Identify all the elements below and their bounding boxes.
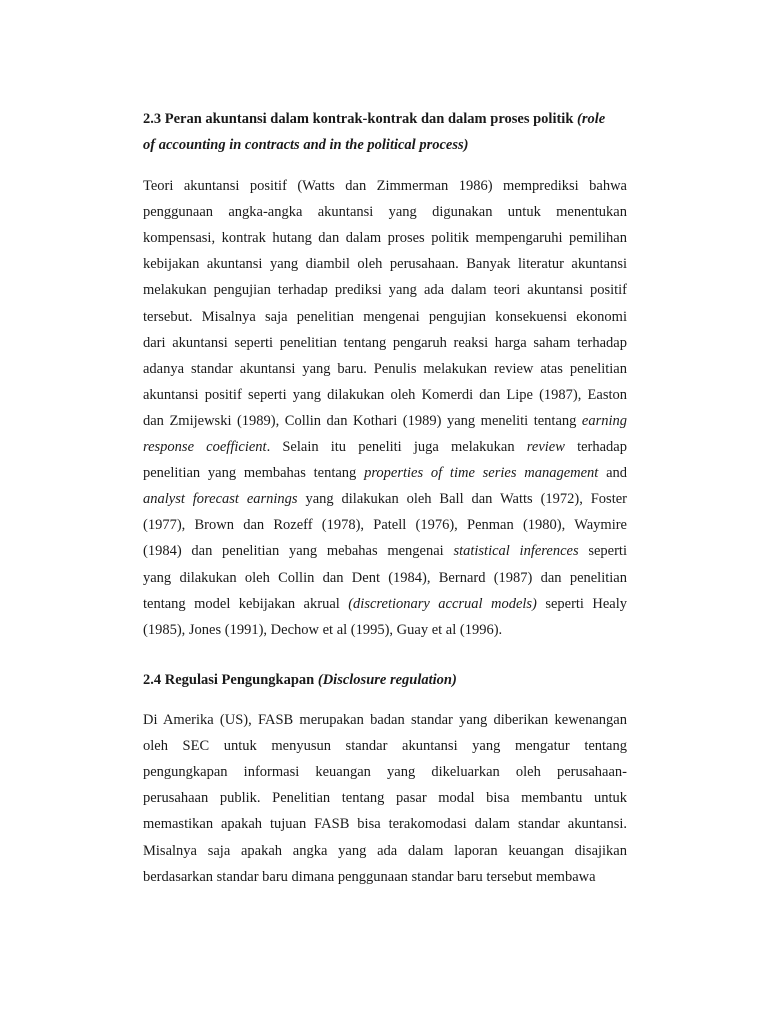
paragraph-line <box>143 762 627 782</box>
body-text: penggunaan angka-angka akuntansi yang digunakan untuk menentukan <box>143 204 627 221</box>
paragraph-line <box>143 280 627 300</box>
italic-text: review <box>526 439 565 455</box>
italic-text: response coefficient <box>143 439 267 455</box>
section-heading-italic: (Disclosure regulation) <box>317 672 457 688</box>
body-text: perusahaan publik. Penelitian tentang pasar modal bisa membantu untuk <box>143 790 627 807</box>
paragraph-line <box>143 620 627 640</box>
paragraph-line <box>143 333 627 353</box>
body-text: (1984) dan penelitian yang mebahas mengenai <box>143 543 454 560</box>
body-text: seperti <box>578 543 627 560</box>
section-2-3-heading <box>143 106 627 158</box>
body-text: berdasarkan standar baru dimana penggunaan standar baru tersebut membawa <box>143 868 596 885</box>
paragraph-line <box>143 710 627 730</box>
body-text: dan Zmijewski (1989), Collin dan Kothari (1989) yang meneliti tentang <box>143 412 582 429</box>
paragraph-line <box>143 841 627 861</box>
paragraph-line <box>143 515 627 535</box>
body-text: memastikan apakah tujuan FASB bisa terakomodasi dalam standar akuntansi. <box>143 816 627 833</box>
italic-text: (discretionary accrual models) <box>348 595 537 612</box>
body-text: akuntansi positif seperti yang dilakukan oleh Komerdi dan Lipe (1987), Easton <box>143 386 627 403</box>
paragraph-line <box>143 736 627 756</box>
section-2-4-heading <box>143 667 627 693</box>
paragraph-line <box>143 176 627 196</box>
paragraph-line <box>143 411 627 431</box>
paragraph-line <box>143 307 627 327</box>
paragraph-line <box>143 228 627 248</box>
italic-text: properties of time series management <box>364 465 599 482</box>
paragraph-line <box>143 568 627 588</box>
body-text: melakukan pengujian terhadap prediksi yang ada dalam teori akuntansi positif <box>143 282 627 299</box>
body-text: oleh SEC untuk menyusun standar akuntansi yang mengatur tentang <box>143 738 627 755</box>
body-text: yang dilakukan oleh Ball dan Watts (1972), Foster <box>297 491 627 508</box>
body-text: dari akuntansi seperti penelitian tentang pengaruh reaksi harga saham terhadap <box>143 334 627 351</box>
body-text: kompensasi, kontrak hutang dan dalam proses politik mempengaruhi pemilihan <box>143 230 627 247</box>
paragraph-line <box>143 202 627 222</box>
body-text: tentang model kebijakan akrual <box>143 595 349 612</box>
body-text: Di Amerika (US), FASB merupakan badan standar yang diberikan kewenangan <box>143 712 627 728</box>
body-text: tersebut. Misalnya saja penelitian mengenai pengujian konsekuensi ekonomi <box>143 308 627 325</box>
body-text: yang dilakukan oleh Collin dan Dent (1984), Bernard (1987) dan penelitian <box>143 569 627 586</box>
section-heading-text: 2.3 Peran akuntansi dalam kontrak-kontrak dan dalam proses politik <box>143 111 578 127</box>
paragraph-line <box>143 385 627 405</box>
body-text: pengungkapan informasi keuangan yang dikeluarkan oleh perusahaan- <box>143 764 627 781</box>
paragraph-line <box>143 541 627 561</box>
paragraph-line <box>143 359 627 379</box>
paragraph-line <box>143 788 627 808</box>
paragraph-line <box>143 254 627 274</box>
body-text: seperti Healy <box>536 595 628 612</box>
body-text: and <box>598 465 628 482</box>
paragraph-line <box>143 867 627 887</box>
section-heading-text: 2.4 Regulasi Pengungkapan <box>143 672 318 688</box>
italic-text: statistical inferences <box>453 543 579 560</box>
body-text: penelitian yang membahas tentang <box>143 465 365 482</box>
body-text: kebijakan akuntansi yang diambil oleh perusahaan. Banyak literatur akuntansi <box>143 256 627 273</box>
paragraph-line <box>143 463 627 483</box>
section-heading-italic: of accounting in contracts and in the political process) <box>143 137 469 153</box>
italic-text: earning <box>581 412 627 429</box>
paragraph-line <box>143 814 627 834</box>
paragraph-line <box>143 437 627 457</box>
body-text: terhadap <box>564 439 627 455</box>
body-text: (1977), Brown dan Rozeff (1978), Patell (1976), Penman (1980), Waymire <box>143 517 627 534</box>
body-text: Teori akuntansi positif (Watts dan Zimmerman 1986) memprediksi bahwa <box>143 178 627 194</box>
section-heading-italic: (role <box>577 111 606 127</box>
body-text: adanya standar akuntansi yang baru. Penulis melakukan review atas penelitian <box>143 360 627 377</box>
body-text: . Selain itu peneliti juga melakukan <box>266 439 527 455</box>
paragraph-line <box>143 489 627 509</box>
paragraph-line <box>143 594 627 614</box>
body-text: (1985), Jones (1991), Dechow et al (1995), Guay et al (1996). <box>143 621 503 638</box>
body-text: Misalnya saja apakah angka yang ada dalam laporan keuangan disajikan <box>143 842 627 859</box>
italic-text: analyst forecast earnings <box>143 491 298 508</box>
